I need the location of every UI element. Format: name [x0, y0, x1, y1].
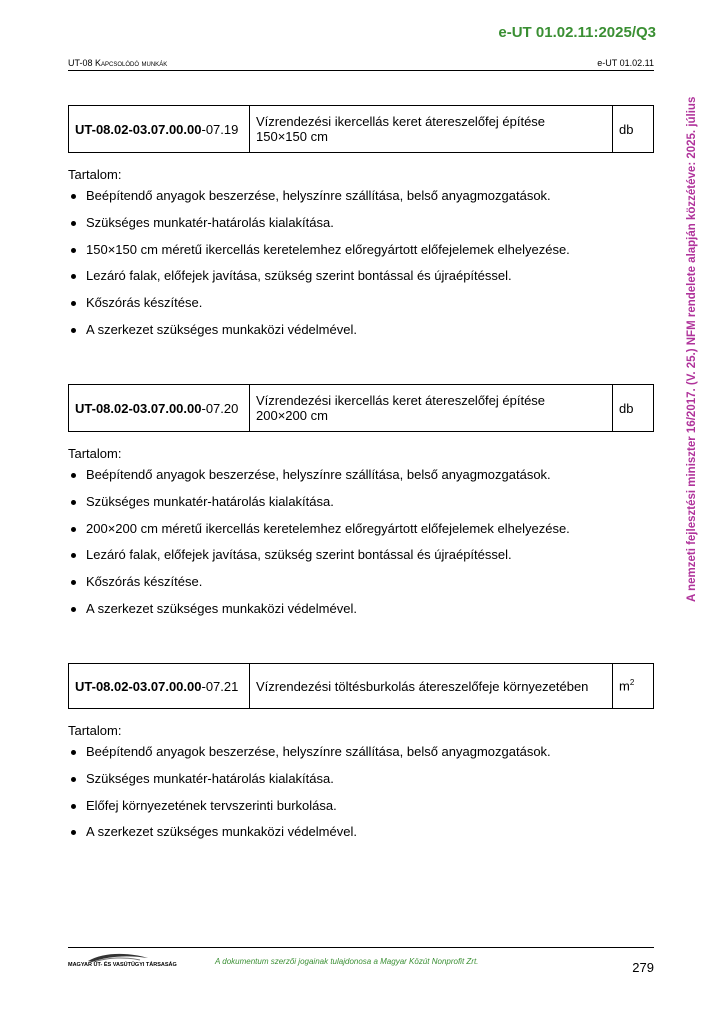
work-item [68, 384, 654, 628]
item-code: UT-08.02-03.07.00.00-07.21 [69, 664, 250, 709]
list-item: 200×200 cm méretű ikercellás keretelemhez előregyártott előfejelemek elhelyezése. [68, 521, 654, 548]
footer-rule [68, 947, 654, 948]
content-label: Tartalom: [68, 167, 122, 182]
list-item: A szerkezet szükséges munkaközi védelmével. [68, 322, 654, 349]
list-item: A szerkezet szükséges munkaközi védelmével. [68, 601, 654, 628]
running-head [68, 58, 654, 71]
item-code: UT-08.02-03.07.00.00-07.20 [69, 385, 250, 432]
list-item: Beépítendő anyagok beszerzése, helyszínre szállítása, belső anyagmozgatások. [68, 188, 654, 215]
list-item: Szükséges munkatér-határolás kialakítása. [68, 771, 654, 798]
page-number: 279 [632, 960, 654, 975]
item-title: Vízrendezési ikercellás keret átereszelőfej építése 150×150 cm [250, 106, 613, 153]
list-item: Kőszórás készítése. [68, 295, 654, 322]
content-list [68, 744, 654, 851]
copyright-note: A dokumentum szerzői jogainak tulajdonosa a Magyar Közút Nonprofit Zrt. [215, 957, 479, 966]
list-item: Beépítendő anyagok beszerzése, helyszínre szállítása, belső anyagmozgatások. [68, 744, 654, 771]
item-header-table [68, 105, 654, 153]
item-title: Vízrendezési töltésburkolás átereszelőfeje környezetében [250, 664, 613, 709]
item-unit: db [613, 106, 654, 153]
publication-note: A nemzeti fejlesztési miniszter 16/2017. (V. 25.) NFM rendelete alapján közzétéve: 2025. július [686, 97, 698, 603]
content-list [68, 467, 654, 628]
list-item: 150×150 cm méretű ikercellás keretelemhez előregyártott előfejelemek elhelyezése. [68, 242, 654, 269]
list-item: Szükséges munkatér-határolás kialakítása. [68, 494, 654, 521]
item-header-table [68, 384, 654, 432]
section-title: UT-08 Kapcsolódó munkák [68, 58, 168, 68]
list-item: Lezáró falak, előfejek javítása, szükség szerint bontással és újraépítéssel. [68, 547, 654, 574]
organization-name: MAGYAR ÚT- ÉS VASÚTÜGYI TÁRSASÁG [68, 962, 177, 968]
list-item: Lezáró falak, előfejek javítása, szükség szerint bontással és újraépítéssel. [68, 268, 654, 295]
list-item: Beépítendő anyagok beszerzése, helyszínre szállítása, belső anyagmozgatások. [68, 467, 654, 494]
list-item: Szükséges munkatér-határolás kialakítása. [68, 215, 654, 242]
list-item: A szerkezet szükséges munkaközi védelmével. [68, 824, 654, 851]
item-unit: $m^2$ [613, 664, 654, 709]
item-title: Vízrendezési ikercellás keret átereszelőfej építése 200×200 cm [250, 385, 613, 432]
content-list [68, 188, 654, 349]
work-item [68, 105, 654, 349]
item-unit: db [613, 385, 654, 432]
work-item [68, 663, 654, 851]
content-label: Tartalom: [68, 446, 122, 461]
list-item: Kőszórás készítése. [68, 574, 654, 601]
item-code: UT-08.02-03.07.00.00-07.19 [69, 106, 250, 153]
content-label: Tartalom: [68, 723, 122, 738]
item-header-table [68, 663, 654, 709]
doc-ref: e-UT 01.02.11 [597, 58, 654, 68]
doc-code: e-UT 01.02.11:2025/Q3 [498, 24, 656, 41]
list-item: Előfej környezetének tervszerinti burkolása. [68, 798, 654, 825]
